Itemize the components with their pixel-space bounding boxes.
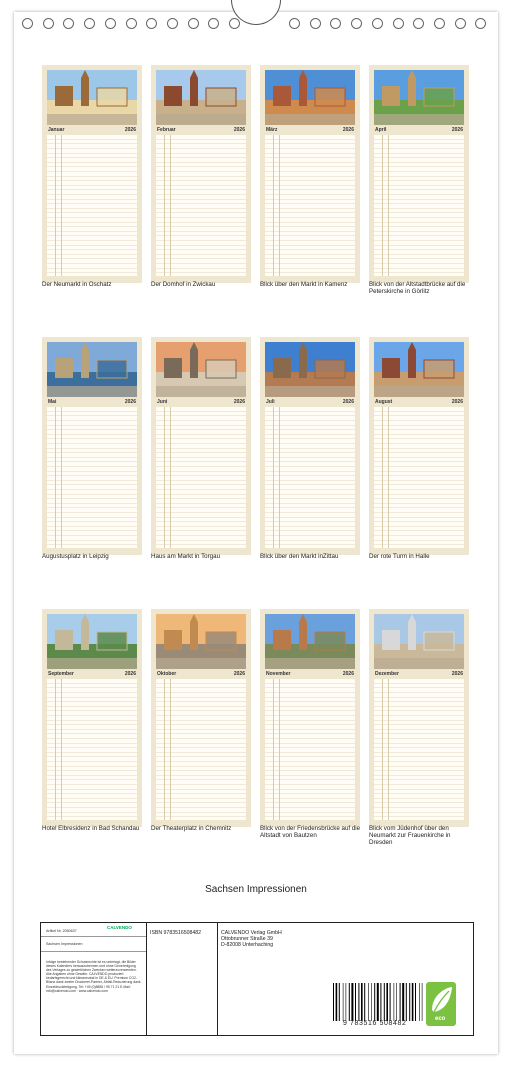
calvendo-logo: CALVENDO <box>107 925 132 930</box>
day-grid <box>265 679 355 820</box>
month-photo <box>47 614 137 669</box>
month-page-juni <box>151 337 251 555</box>
day-grid <box>374 135 464 276</box>
binding-ring <box>208 18 219 29</box>
binding-ring <box>167 18 178 29</box>
month-header <box>156 671 246 678</box>
binding-ring <box>413 18 424 29</box>
month-header <box>156 127 246 134</box>
month-header <box>265 671 355 678</box>
month-name: September <box>48 671 74 677</box>
isbn: ISBN 9783516508482 <box>150 930 202 936</box>
imprint-left <box>41 923 147 1035</box>
legal-notice: Infolge bestehender Schutzrechte ist es unterlagt, die Bilder dieses Kalenders herauszutrennen und ohne Genehmigung des Verlages zu gewerblichen Zwecken weiterzuverwenden. Alle Angaben ohne Gewähr. CALVENDO produziert bedarfsgerecht und klimaneutral in DE & EU. Premium CO2-Bilanz dank zweier Druckerei-Partner, Abfall-Reduzierung dank Einzeldruckfertigung. Tel: +49 (0)8856 / 95 71 21 E-Mail: info@calvendo.com · www.calvendo.com <box>46 960 141 993</box>
month-header <box>47 671 137 678</box>
photo-caption: Der Domhof in Zwickau <box>151 281 216 288</box>
month-year: 2026 <box>124 127 136 133</box>
photo-caption: Der Theaterplatz in Chemnitz <box>151 825 232 832</box>
month-page-september <box>42 609 142 827</box>
binding-ring <box>84 18 95 29</box>
month-photo <box>156 342 246 397</box>
month-year: 2026 <box>342 671 354 677</box>
eco-leaf-icon: eco <box>426 982 456 1026</box>
binding-ring <box>63 18 74 29</box>
publisher-name: CALVENDO Verlag GmbH <box>221 930 282 936</box>
binding-ring <box>372 18 383 29</box>
month-photo <box>265 70 355 125</box>
binding-ring <box>126 18 137 29</box>
month-name: Juli <box>266 399 275 405</box>
month-photo <box>265 342 355 397</box>
month-header <box>47 127 137 134</box>
day-grid <box>47 135 137 276</box>
month-photo <box>156 70 246 125</box>
month-name: November <box>266 671 291 677</box>
month-page-märz <box>260 65 360 283</box>
month-name: Oktober <box>157 671 177 677</box>
binding-ring <box>393 18 404 29</box>
month-year: 2026 <box>342 399 354 405</box>
day-grid <box>265 135 355 276</box>
calendar-title: Sachsen Impressionen <box>205 884 307 895</box>
month-page-april <box>369 65 469 283</box>
binding-ring <box>289 18 300 29</box>
binding-ring <box>475 18 486 29</box>
month-photo <box>47 70 137 125</box>
day-grid <box>47 407 137 548</box>
binding-ring <box>351 18 362 29</box>
month-year: 2026 <box>451 671 463 677</box>
photo-caption: Blick über den Markt in Kamenz <box>260 281 348 288</box>
month-header <box>374 127 464 134</box>
month-photo <box>265 614 355 669</box>
month-page-januar <box>42 65 142 283</box>
month-page-juli <box>260 337 360 555</box>
month-header <box>374 399 464 406</box>
month-page-dezember <box>369 609 469 827</box>
month-name: Februar <box>157 127 176 133</box>
month-photo <box>374 342 464 397</box>
day-grid <box>47 679 137 820</box>
month-header <box>156 399 246 406</box>
month-photo <box>374 614 464 669</box>
photo-caption: Der rote Turm in Halle <box>369 553 430 560</box>
binding-ring <box>146 18 157 29</box>
month-year: 2026 <box>451 127 463 133</box>
month-year: 2026 <box>233 671 245 677</box>
binding-ring <box>330 18 341 29</box>
day-grid <box>374 407 464 548</box>
month-name: Januar <box>48 127 65 133</box>
month-name: Juni <box>157 399 168 405</box>
month-name: Dezember <box>375 671 399 677</box>
month-photo <box>47 342 137 397</box>
day-grid <box>156 135 246 276</box>
month-page-november <box>260 609 360 827</box>
month-header <box>265 399 355 406</box>
binding-ring <box>188 18 199 29</box>
day-grid <box>156 679 246 820</box>
month-name: August <box>375 399 393 405</box>
photo-caption: Blick über den Markt inZittau <box>260 553 339 560</box>
photo-caption: Hotel Elbresidenz in Bad Schandau <box>42 825 140 832</box>
day-grid <box>374 679 464 820</box>
photo-caption: Der Neumarkt in Oschatz <box>42 281 112 288</box>
month-year: 2026 <box>451 399 463 405</box>
month-year: 2026 <box>233 127 245 133</box>
month-page-februar <box>151 65 251 283</box>
month-year: 2026 <box>233 399 245 405</box>
binding-ring <box>310 18 321 29</box>
binding-ring <box>105 18 116 29</box>
photo-caption: Blick von der Friedensbrücke auf die Altstadt von Bautzen <box>260 825 361 839</box>
month-page-august <box>369 337 469 555</box>
imprint-box <box>40 922 474 1036</box>
article-number: Artikel Nr. 2060637 <box>46 929 77 933</box>
barcode-digits: 9 783516 508482 <box>343 1020 407 1027</box>
imprint-isbn <box>147 923 218 1035</box>
binding-ring <box>22 18 33 29</box>
month-header <box>374 671 464 678</box>
month-photo <box>156 614 246 669</box>
month-header <box>265 127 355 134</box>
month-name: Mai <box>48 399 57 405</box>
photo-caption: Blick vom Jüdenhof über den Neumarkt zur Frauenkirche in Dresden <box>369 825 451 846</box>
photo-caption: Blick von der Altstadtbrücke auf die Peterskirche in Görlitz <box>369 281 466 295</box>
month-name: April <box>375 127 387 133</box>
month-year: 2026 <box>124 671 136 677</box>
month-page-oktober <box>151 609 251 827</box>
publisher-city: D-82008 Unterhaching <box>221 942 274 948</box>
month-photo <box>374 70 464 125</box>
month-name: März <box>266 127 278 133</box>
month-header <box>47 399 137 406</box>
month-year: 2026 <box>124 399 136 405</box>
month-year: 2026 <box>342 127 354 133</box>
product-name: Sachsen Impressionen <box>46 942 83 946</box>
binding-ring <box>434 18 445 29</box>
binding-ring <box>455 18 466 29</box>
photo-caption: Haus am Markt in Torgau <box>151 553 221 560</box>
binding-ring <box>43 18 54 29</box>
binding-ring <box>229 18 240 29</box>
day-grid <box>265 407 355 548</box>
day-grid <box>156 407 246 548</box>
photo-caption: Augustusplatz in Leipzig <box>42 553 109 560</box>
publisher-street: Ottobrunner Straße 39 <box>221 936 273 942</box>
month-page-mai <box>42 337 142 555</box>
imprint-publisher <box>218 923 472 1035</box>
